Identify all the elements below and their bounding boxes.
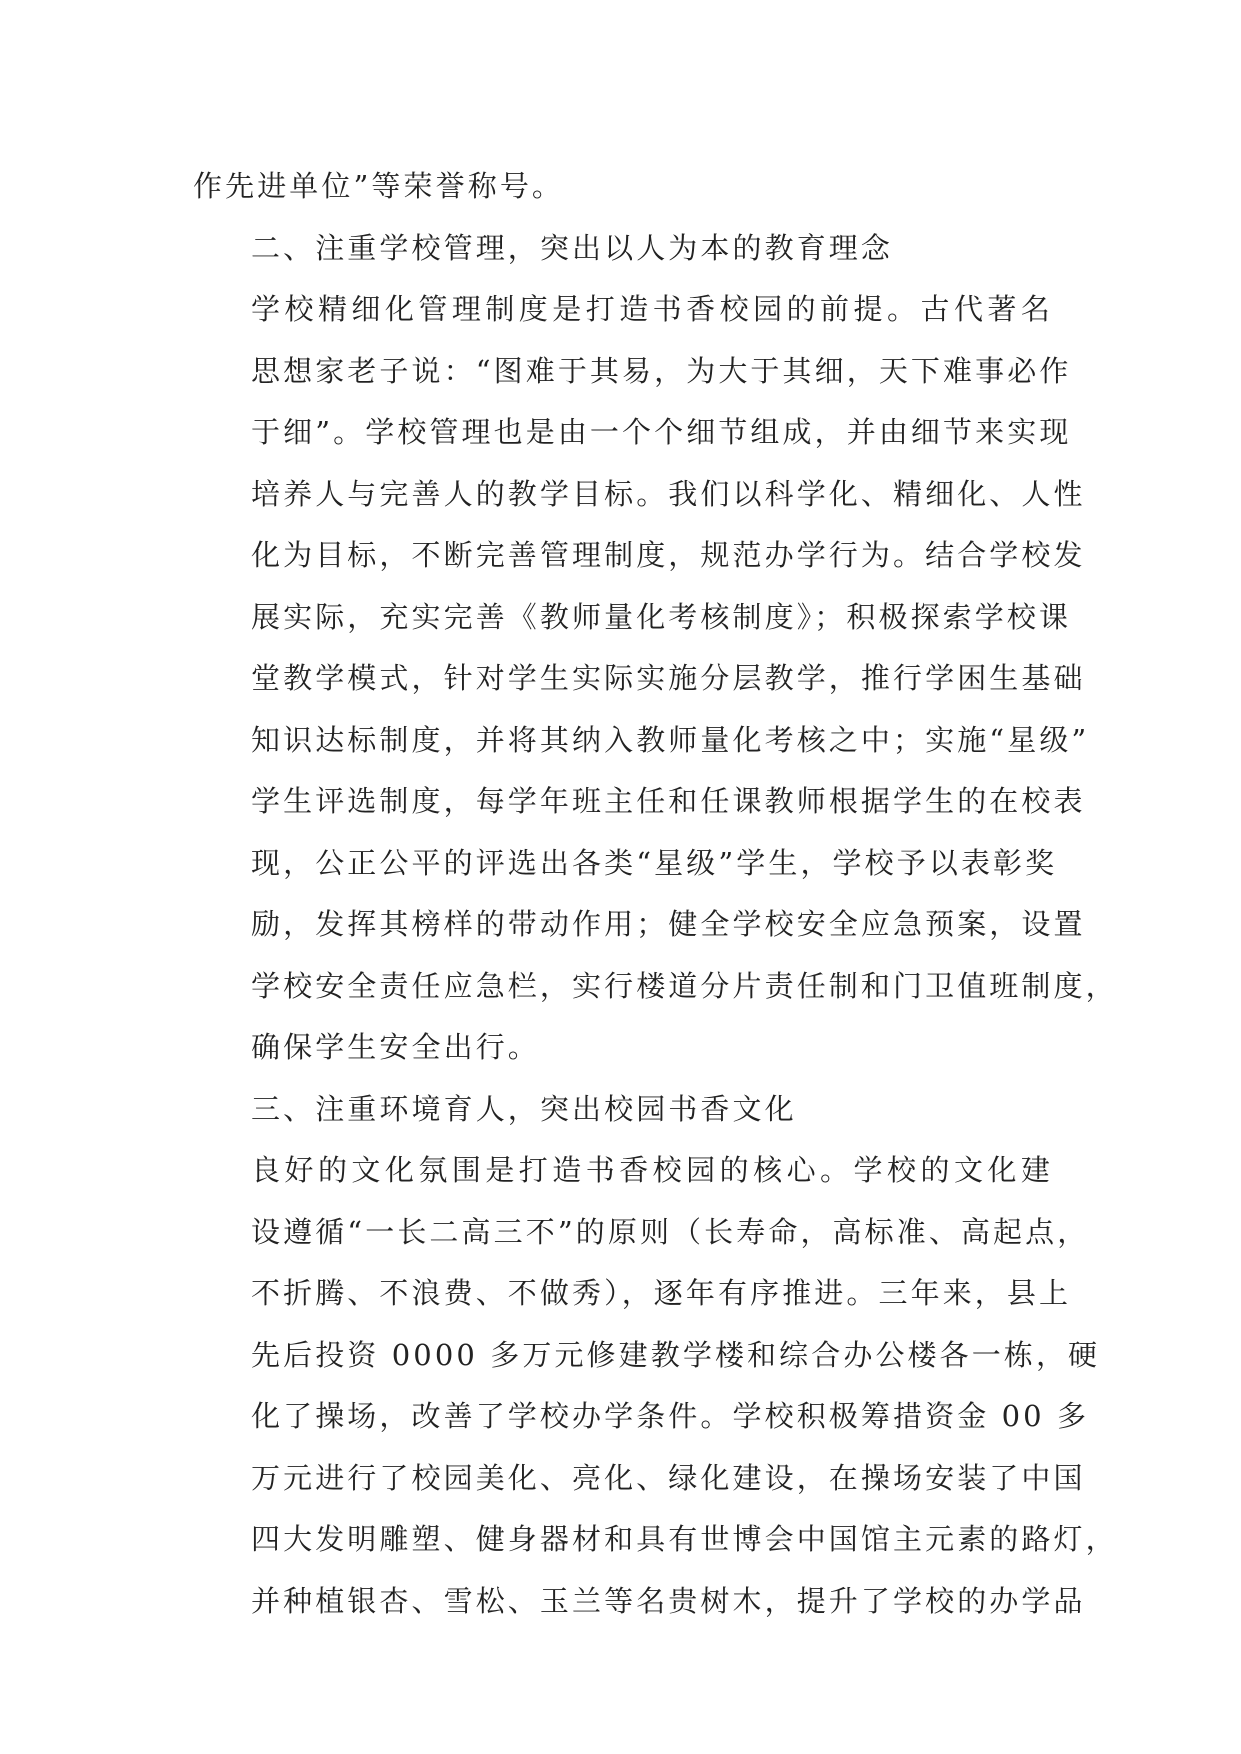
section-heading-3 xyxy=(193,1079,1053,1141)
text-line: 学校精细化管理制度是打造书香校园的前提。古代著名 xyxy=(251,292,1053,326)
text-line: 知识达标制度，并将其纳入教师量化考核之中；实施“星级” xyxy=(251,722,1090,757)
text-line: 先后投资 0000 多万元修建教学楼和综合办公楼各一栋，硬 xyxy=(251,1337,1101,1372)
text-line: 万元进行了校园美化、亮化、绿化建设，在操场安装了中国 xyxy=(251,1460,1086,1495)
text-line: 并种植银杏、雪松、玉兰等名贵树木，提升了学校的办学品 xyxy=(251,1583,1086,1618)
text-line: 确保学生安全出行。 xyxy=(251,1030,540,1064)
text-line: 学生评选制度，每学年班主任和任课教师根据学生的在校表 xyxy=(251,784,1086,818)
text-line: 堂教学模式，针对学生实际实施分层教学，推行学困生基础 xyxy=(251,661,1086,695)
paragraph-management xyxy=(193,279,1118,1079)
text-line: 作先进单位”等荣誉称号。 xyxy=(193,169,565,203)
text-line: 学校安全责任应急栏，实行楼道分片责任制和门卫值班制度， xyxy=(251,968,1118,1003)
text-line: 不折腾、不浪费、不做秀），逐年有序推进。三年来，县上 xyxy=(251,1276,1072,1310)
heading-text: 二、注重学校管理，突出以人为本的教育理念 xyxy=(251,230,894,265)
text-line: 励，发挥其榜样的带动作用；健全学校安全应急预案，设置 xyxy=(251,907,1086,941)
section-heading-2 xyxy=(193,218,1053,280)
text-line: 展实际，充实完善《教师量化考核制度》；积极探索学校课 xyxy=(251,599,1072,634)
text-line: 化了操场，改善了学校办学条件。学校积极筹措资金 00 多 xyxy=(251,1399,1090,1433)
text-line: 现，公正公平的评选出各类“星级”学生，学校予以表彰奖 xyxy=(251,845,1058,880)
text-line: 于细”。学校管理也是由一个个细节组成，并由细节来实现 xyxy=(251,415,1072,449)
text-line: 四大发明雕塑、健身器材和具有世博会中国馆主元素的路灯， xyxy=(251,1522,1118,1556)
text-line: 良好的文化氛围是打造书香校园的核心。学校的文化建 xyxy=(251,1153,1053,1187)
paragraph-continuation xyxy=(193,156,1053,218)
text-line: 设遵循“一长二高三不”的原则（长寿命，高标准、高起点， xyxy=(251,1214,1090,1249)
text-line: 化为目标，不断完善管理制度，规范办学行为。结合学校发 xyxy=(251,538,1086,572)
paragraph-environment xyxy=(193,1140,1118,1632)
heading-text: 三、注重环境育人，突出校园书香文化 xyxy=(251,1091,797,1126)
text-line: 培养人与完善人的教学目标。我们以科学化、精细化、人性 xyxy=(251,476,1086,511)
text-line: 思想家老子说：“图难于其易，为大于其细，天下难事必作 xyxy=(251,353,1072,388)
document-body xyxy=(193,156,1118,1632)
